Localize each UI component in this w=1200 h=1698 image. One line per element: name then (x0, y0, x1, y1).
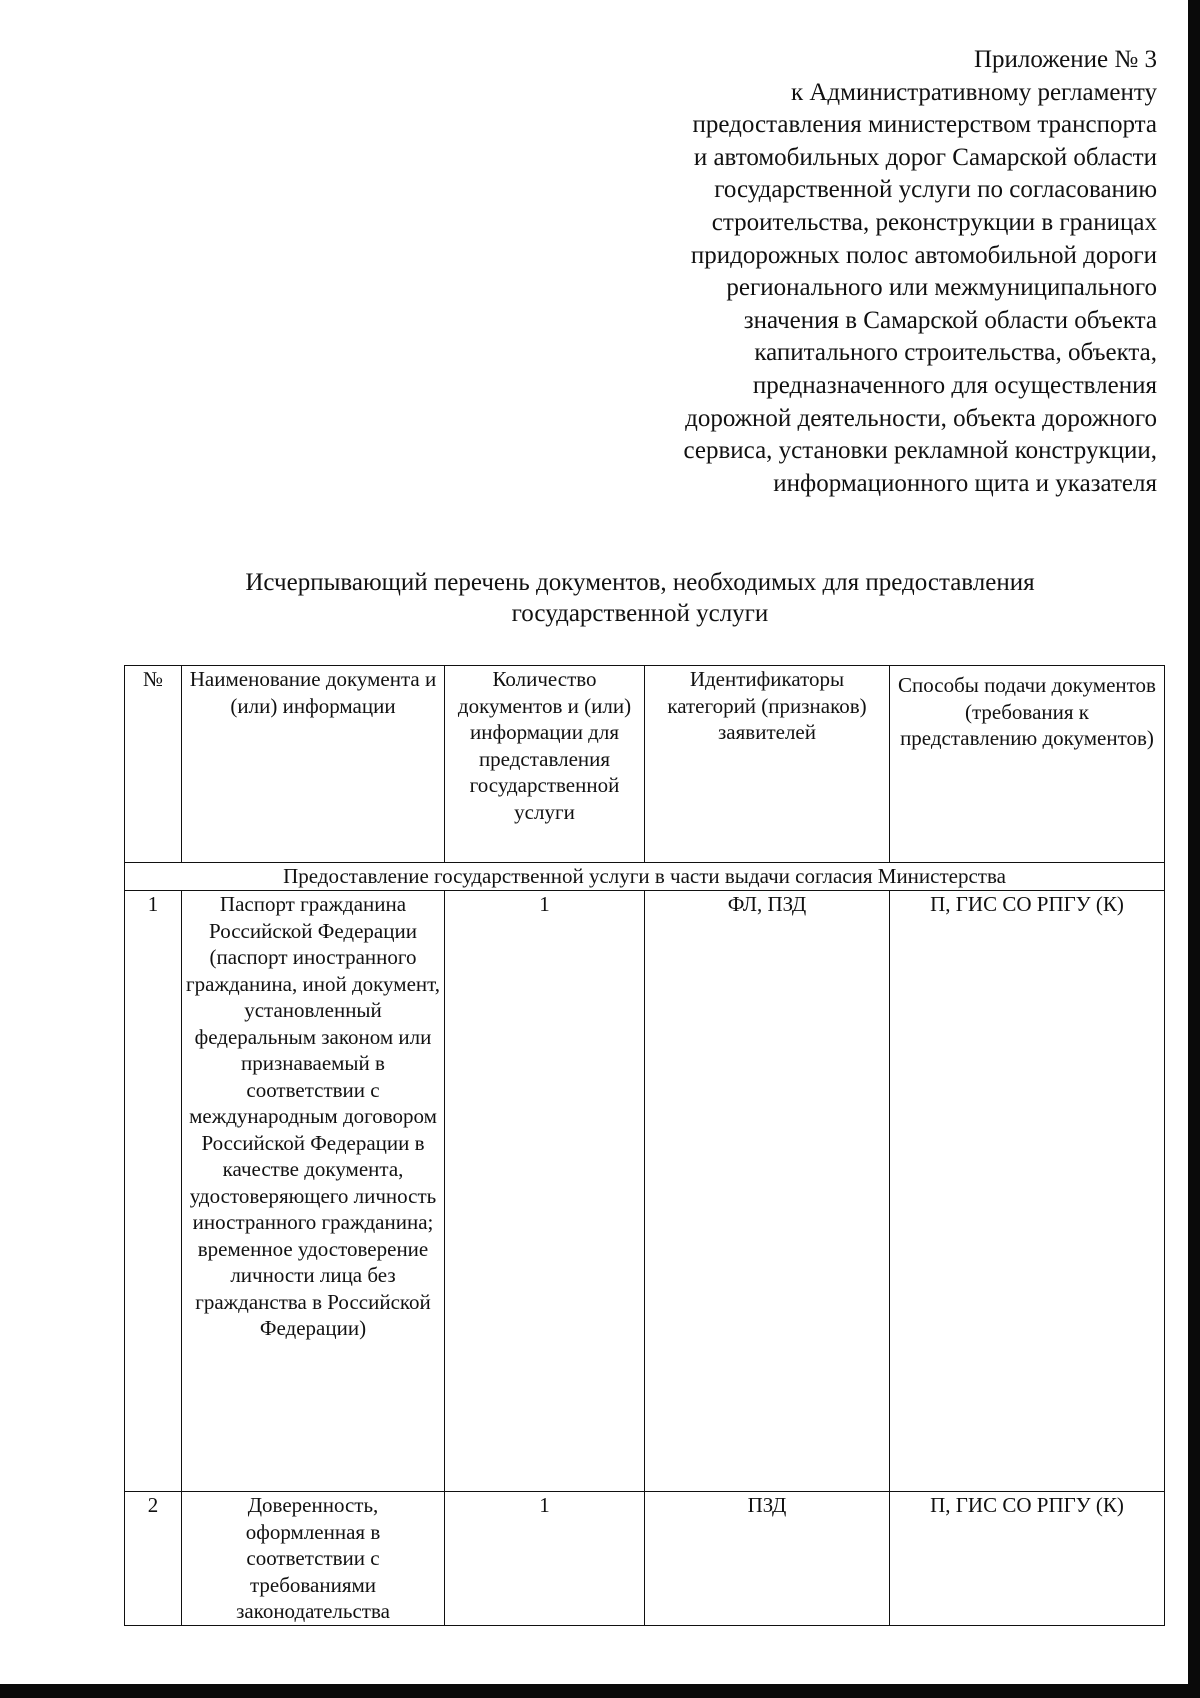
document-title-line: Исчерпывающий перечень документов, необходимых для предоставления (245, 569, 1035, 596)
table-row (125, 1492, 1165, 1626)
appendix-line: сервиса, установки рекламной конструкции, (683, 437, 1157, 465)
document-title-line: государственной услуги (511, 600, 769, 627)
table-header-row (125, 666, 1165, 863)
header-document-count: Количество документов и (или) информации для представления государственной услуги (445, 666, 645, 863)
appendix-line: государственной услуги по согласованию (714, 176, 1157, 204)
appendix-line: предназначенного для осуществления (752, 371, 1157, 399)
row-applicant-ids: ФЛ, ПЗД (645, 891, 890, 1492)
header-document-name: Наименование документа и (или) информации (182, 666, 445, 863)
appendix-line: строительства, реконструкции в границах (711, 208, 1157, 236)
appendix-header (477, 44, 1157, 500)
appendix-line: и автомобильных дорог Самарской области (693, 143, 1157, 171)
appendix-line: регионального или межмуниципального (726, 274, 1157, 302)
appendix-line: информационного щита и указателя (773, 469, 1157, 497)
table-row (125, 891, 1165, 1492)
page-edge-bottom (0, 1684, 1200, 1698)
header-applicant-ids: Идентификаторы категорий (признаков) заявителей (645, 666, 890, 863)
row-submission-methods: П, ГИС СО РПГУ (К) (890, 891, 1165, 1492)
table-section-row (125, 863, 1165, 891)
header-number: № (125, 666, 182, 863)
row-document-name: Паспорт гражданина Российской Федерации (паспорт иностранного гражданина, иной документ, установленный федеральным законом или признаваемый в соответствии с международным договором Российской Федерации в качестве документа, удостоверяющего личность иностранного гражданина; временное удостоверение личности лица без гражданства в Российской Федерации) (182, 891, 445, 1492)
appendix-line: придорожных полос автомобильной дороги (690, 241, 1157, 269)
row-number: 2 (125, 1492, 182, 1626)
row-number: 1 (125, 891, 182, 1492)
appendix-line: к Административному регламенту (790, 78, 1157, 106)
row-document-count: 1 (445, 891, 645, 1492)
row-applicant-ids: ПЗД (645, 1492, 890, 1626)
row-submission-methods: П, ГИС СО РПГУ (К) (890, 1492, 1165, 1626)
page-edge-right (1188, 0, 1200, 1698)
appendix-line: предоставления министерством транспорта (692, 111, 1157, 139)
header-submission-methods: Способы подачи документов (требования к представлению документов) (890, 666, 1165, 863)
appendix-line: капитального строительства, объекта, (754, 339, 1157, 367)
section-title: Предоставление государственной услуги в части выдачи согласия Министерства (125, 863, 1165, 891)
appendix-line: значения в Самарской области объекта (743, 306, 1157, 334)
appendix-line: дорожной деятельности, объекта дорожного (685, 404, 1157, 432)
appendix-line: Приложение № 3 (973, 46, 1157, 73)
document-title (140, 567, 1140, 629)
documents-table (124, 665, 1165, 1626)
row-document-name: Доверенность, оформленная в соответствии с требованиями законодательства (182, 1492, 445, 1626)
row-document-count: 1 (445, 1492, 645, 1626)
